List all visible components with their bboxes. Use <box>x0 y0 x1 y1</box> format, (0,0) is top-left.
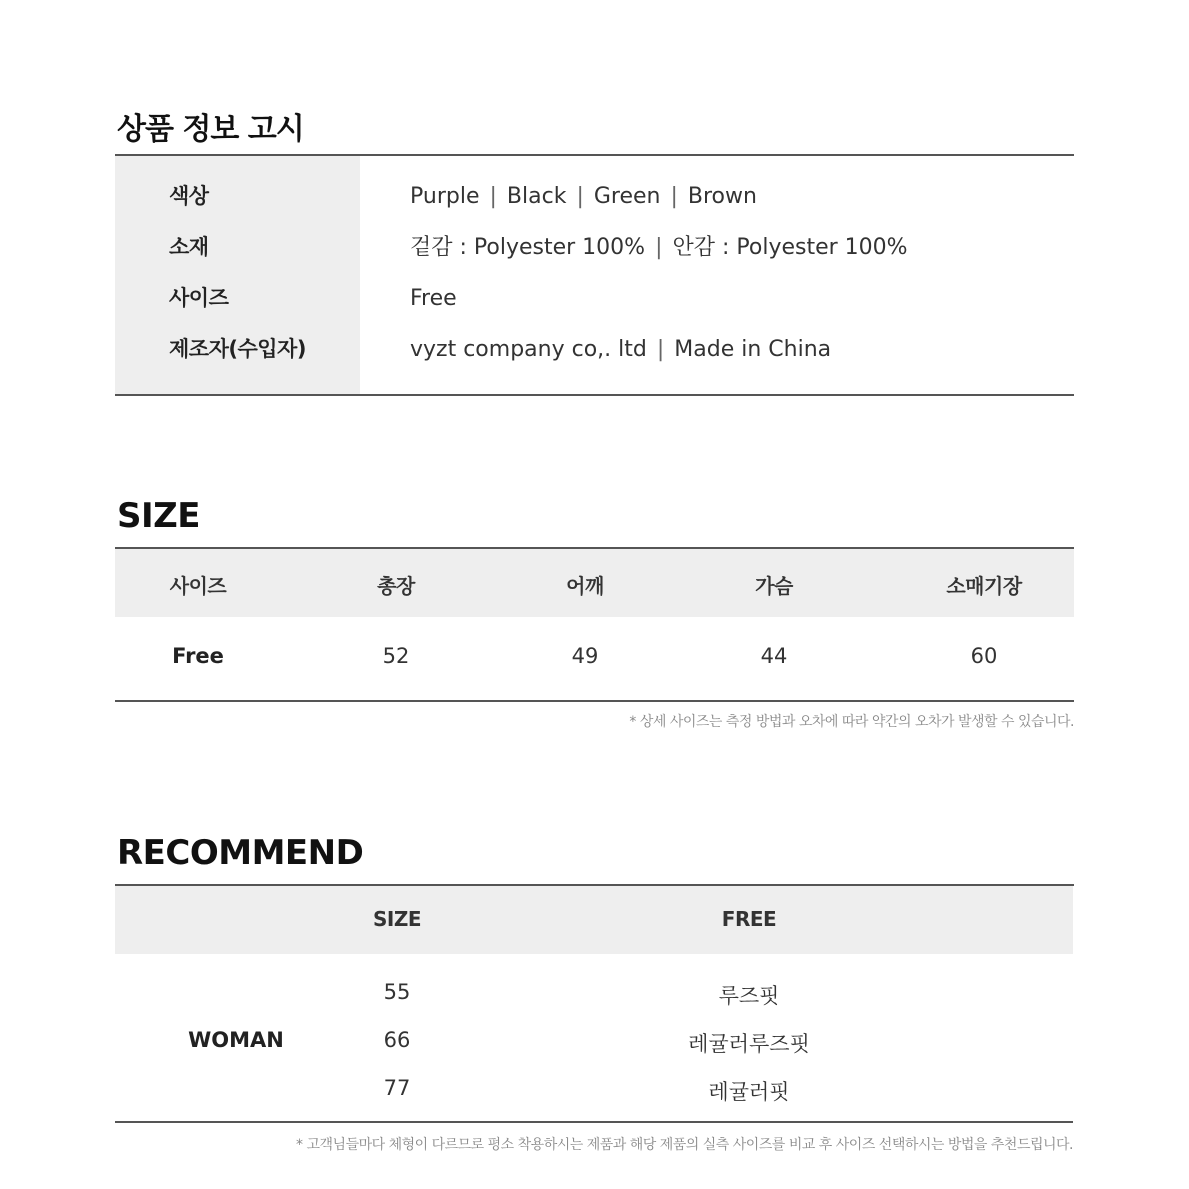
info-row-manufacturer <box>115 324 1074 375</box>
size-header-sleeve: 소매기장 <box>946 574 1022 598</box>
separator: | <box>656 337 665 362</box>
material-lining: 안감 : Polyester 100% <box>672 235 908 260</box>
recommend-table-header <box>115 886 1073 954</box>
size-row-label: Free <box>172 644 224 668</box>
recommend-size-66: 66 <box>383 1028 411 1052</box>
size-value-length: 52 <box>382 644 410 668</box>
recommend-fit-55: 루즈핏 <box>718 984 780 1008</box>
size-title: SIZE <box>117 496 201 536</box>
size-bottom-rule <box>115 700 1074 702</box>
info-label-material: 소재 <box>169 235 209 259</box>
recommend-header-free: FREE <box>721 907 777 931</box>
recommend-fit-66: 레귤러루즈핏 <box>688 1032 810 1056</box>
recommend-bottom-rule <box>115 1121 1073 1123</box>
info-value-manufacturer <box>410 324 831 375</box>
recommend-title: RECOMMEND <box>117 833 364 873</box>
color-purple: Purple <box>410 184 480 209</box>
size-value-shoulder: 49 <box>571 644 599 668</box>
size-header-size: 사이즈 <box>169 574 227 598</box>
separator: | <box>655 235 663 260</box>
info-row-color <box>115 171 1074 222</box>
size-value-sleeve: 60 <box>970 644 998 668</box>
color-green: Green <box>593 184 661 209</box>
product-info-bottom-rule <box>115 394 1074 396</box>
separator: | <box>489 184 497 209</box>
recommend-size-55: 55 <box>383 980 411 1004</box>
recommend-fit-77: 레귤러핏 <box>708 1080 790 1104</box>
recommend-size-77: 77 <box>383 1076 411 1100</box>
recommend-header-size: SIZE <box>372 907 422 931</box>
size-header-length: 총장 <box>377 574 415 598</box>
info-value-size <box>410 273 457 324</box>
info-label-manufacturer: 제조자(수입자) <box>169 337 306 361</box>
size-value-chest: 44 <box>760 644 788 668</box>
color-brown: Brown <box>687 184 757 209</box>
size-header-shoulder: 어깨 <box>566 574 604 598</box>
info-value-material <box>410 222 908 273</box>
recommend-note: * 고객님들마다 체형이 다르므로 평소 착용하시는 제품과 해당 제품의 실측 사이즈를 비교 후 사이즈 선택하시는 방법을 추천드립니다. <box>296 1137 1073 1153</box>
material-outer: 겉감 : Polyester 100% <box>410 235 646 260</box>
info-row-material <box>115 222 1074 273</box>
separator: | <box>670 184 678 209</box>
separator: | <box>576 184 584 209</box>
size-note: * 상세 사이즈는 측정 방법과 오차에 따라 약간의 오차가 발생할 수 있습니다. <box>629 714 1074 730</box>
color-black: Black <box>506 184 567 209</box>
product-info-title: 상품 정보 고시 <box>117 112 304 147</box>
info-value-color <box>410 171 757 222</box>
size-free: Free <box>410 286 457 311</box>
size-header-chest: 가슴 <box>755 574 793 598</box>
info-label-color: 색상 <box>169 184 209 208</box>
recommend-group-label: WOMAN <box>188 1028 284 1052</box>
manufacturer-name: vyzt company co,. ltd <box>410 337 647 362</box>
info-label-size: 사이즈 <box>169 286 229 310</box>
info-row-size <box>115 273 1074 324</box>
country-of-origin: Made in China <box>674 337 832 362</box>
